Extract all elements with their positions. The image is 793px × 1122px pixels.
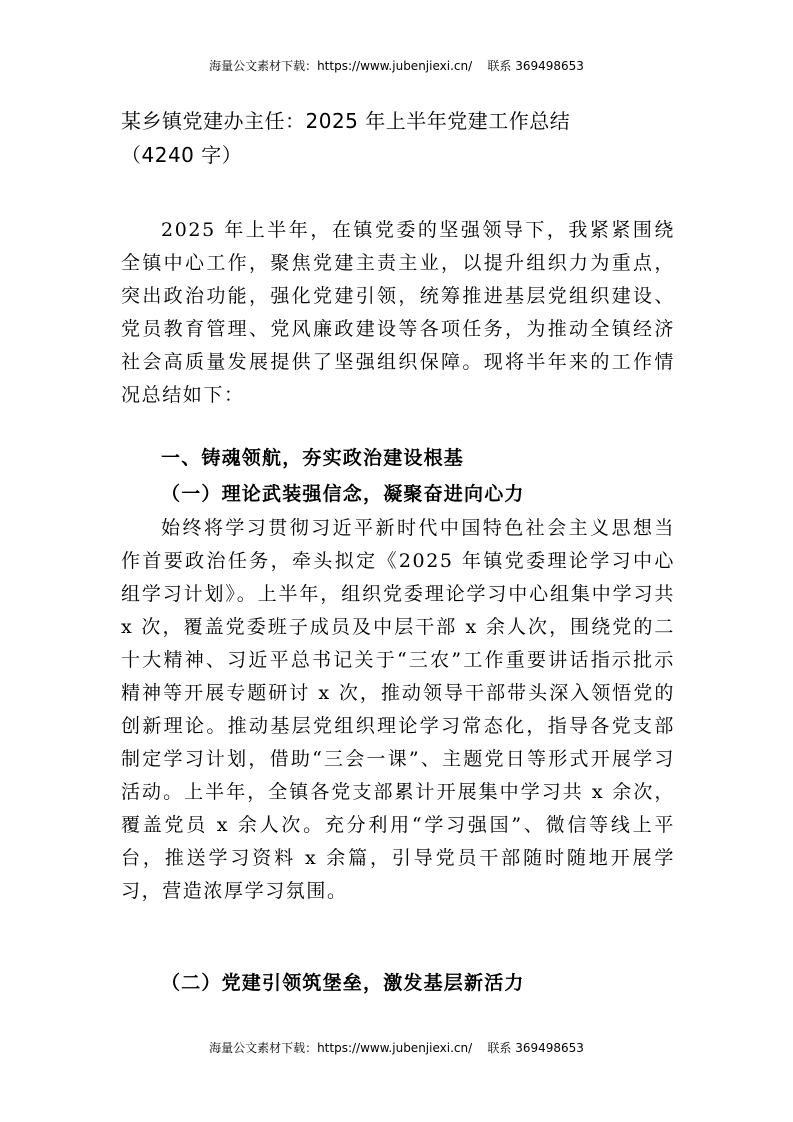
document-title [121,104,681,172]
title-main: 某乡镇党建办主任：2025 年上半年党建工作总结 [121,109,571,133]
title-wordcount: （4240 字） [121,143,243,167]
section-heading-1: 一、铸魂领航，夯实政治建设根基 [161,447,465,469]
subsection-heading-2: （二）党建引领筑堡垒，激发基层新活力 [161,972,525,994]
page-footer: 海量公文素材下载：https://www.jubenjiexi.cn/ 联系 369498653 [209,1041,584,1055]
subsection-1-paragraph: 始终将学习贯彻习近平新时代中国特色社会主义思想当作首要政治任务，牵头拟定《2025 年镇党委理论学习中心组学习计划》。上半年，组织党委理论学习中心组集中学习共 x 次，覆盖党委班子成员及中层干部 x 余人次，围绕党的二十大精神、习近平总书记关于“三农”工作重要讲话指示批示精神等开展专题研讨 x 次，推动领导干部带头深入领悟党的创新理论。推动基层党组织理论学习常态化，指导各党支部制定学习计划，借助“三会一课”、主题党日等形式开展学习活动。上半年，全镇各党支部累计开展集中学习共 x 余次，覆盖党员 x 余人次。充分利用“学习强国”、微信等线上平台，推送学习资料 x 余篇，引导党员干部随时随地开展学习，营造浓厚学习氛围。 [121,517,675,902]
subsection-heading-1: （一）理论武装强信念，凝聚奋进向心力 [161,483,525,505]
intro-paragraph: 2025 年上半年，在镇党委的坚强领导下，我紧紧围绕全镇中心工作，聚焦党建主责主业，以提升组织力为重点，突出政治功能，强化党建引领，统筹推进基层党组织建设、党员教育管理、党风廉政建设等各项任务，为推动全镇经济社会高质量发展提供了坚强组织保障。现将半年来的工作情况总结如下： [121,219,675,406]
page-header: 海量公文素材下载：https://www.jubenjiexi.cn/ 联系 369498653 [209,59,584,73]
